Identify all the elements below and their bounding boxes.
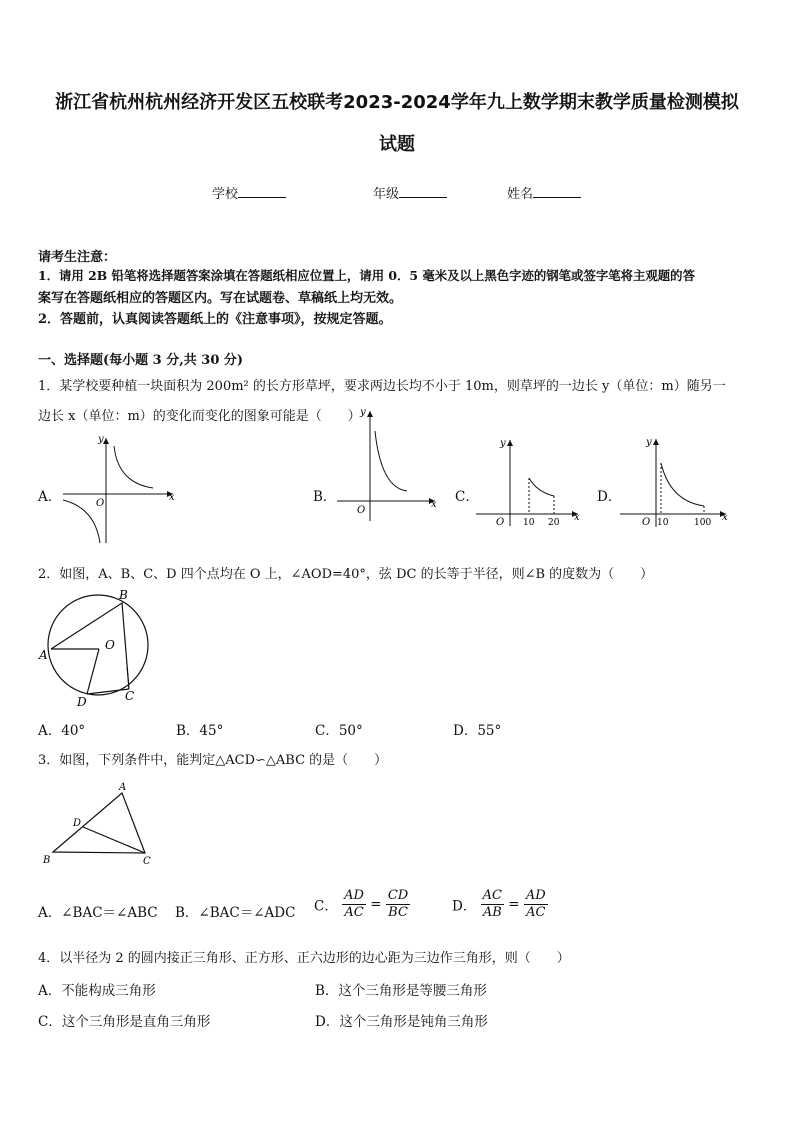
- q2-point-d: D: [77, 695, 87, 709]
- q4-option-c[interactable]: C．这个三角形是直角三角形: [38, 1014, 211, 1030]
- q2-figure: [35, 585, 155, 710]
- q3-point-b: B: [43, 855, 51, 866]
- name-field: [507, 183, 581, 202]
- q2-point-c: C: [125, 689, 135, 703]
- q3-figure: [36, 776, 161, 868]
- graph-c-tick-2: 20: [548, 518, 560, 528]
- school-label: 学校: [212, 187, 239, 202]
- q3-text: 3．如图，下列条件中，能判定△ACD∽△ABC 的是（ ）: [38, 753, 388, 768]
- q2-option-b[interactable]: B．45°: [176, 723, 224, 739]
- school-blank[interactable]: [238, 185, 286, 198]
- q2-option-a[interactable]: A．40°: [38, 723, 86, 739]
- q3-point-c: C: [143, 856, 151, 867]
- q3-option-a[interactable]: A．∠BAC＝∠ABC: [38, 905, 158, 921]
- q3-point-a: A: [119, 782, 127, 793]
- graph-a-origin: O: [96, 498, 105, 509]
- q1-line2: 边长 x（单位：m）的变化而变化的图象可能是（ ）: [38, 409, 361, 424]
- q1-line1: 1．某学校要种植一块面积为 200m² 的长方形草坪，要求两边长均不小于 10m，则草坪的一边长 y（单位：m）随另一: [38, 379, 726, 394]
- q2-option-d[interactable]: D．55°: [453, 723, 502, 739]
- section-heading: 一、选择题(每小题 3 分,共 30 分): [38, 353, 244, 368]
- name-blank[interactable]: [533, 185, 581, 198]
- q1-graph-c: [476, 434, 586, 530]
- q4-option-d[interactable]: D．这个三角形是钝角三角形: [315, 1014, 488, 1030]
- q4-option-a[interactable]: A．不能构成三角形: [38, 983, 156, 999]
- name-label: 姓名: [507, 187, 534, 202]
- q2-option-c[interactable]: C．50°: [315, 723, 363, 739]
- notice-item2: 2．答题前，认真阅读答题纸上的《注意事项》，按规定答题。: [38, 312, 392, 327]
- q1-option-c[interactable]: C．: [455, 489, 479, 505]
- q3-option-c-label: C．: [314, 898, 338, 915]
- grade-field: [373, 183, 447, 202]
- q2-point-o: O: [105, 638, 115, 652]
- graph-b-x-label: x: [431, 499, 437, 510]
- q2-point-a: A: [39, 648, 48, 662]
- q3-option-c-frac1: $\frac{AD}{AC}$: [344, 888, 364, 920]
- q3-option-d-frac2: $\frac{AD}{AC}$: [525, 888, 546, 920]
- q1-graph-a: [58, 428, 183, 548]
- graph-d-y-label: y: [646, 437, 652, 448]
- page-title-line2: 试题: [379, 134, 415, 155]
- q1-graph-d: [620, 431, 735, 531]
- q3-option-c[interactable]: C． $\frac{AD}{AC}$ = $\frac{CD}{BC}$: [314, 888, 409, 920]
- q2-point-b: B: [119, 588, 128, 602]
- grade-label: 年级: [373, 187, 400, 202]
- graph-d-tick-2: 100: [694, 518, 712, 528]
- graph-c-origin: O: [496, 517, 505, 528]
- graph-b-y-label: y: [360, 407, 366, 418]
- graph-d-x-label: x: [722, 512, 728, 523]
- q1-option-b[interactable]: B．: [313, 489, 337, 505]
- q3-point-d: D: [73, 818, 82, 829]
- notice-heading: 请考生注意：: [38, 250, 117, 265]
- q4-option-b[interactable]: B．这个三角形是等腰三角形: [315, 983, 487, 999]
- q3-option-d-label: D．: [452, 898, 477, 915]
- page-title-line1: 浙江省杭州杭州经济开发区五校联考2023-2024学年九上数学期末教学质量检测模拟: [55, 92, 739, 113]
- graph-c-tick-1: 10: [523, 518, 535, 528]
- graph-a-x-label: x: [169, 492, 175, 503]
- q4-text: 4．以半径为 2 的圆内接正三角形、正方形、正六边形的边心距为三边作三角形，则（ ）: [38, 951, 570, 966]
- graph-d-tick-1: 10: [657, 518, 669, 528]
- graph-b-origin: O: [357, 505, 366, 516]
- graph-c-y-label: y: [500, 438, 506, 449]
- q3-option-b[interactable]: B．∠BAC＝∠ADC: [175, 905, 296, 921]
- grade-blank[interactable]: [399, 185, 447, 198]
- q3-option-d-frac1: $\frac{AC}{AB}$: [482, 888, 502, 920]
- q1-graph-b: [335, 403, 445, 523]
- q3-option-c-frac2: $\frac{CD}{BC}$: [387, 888, 409, 920]
- q1-option-a[interactable]: A．: [38, 489, 62, 505]
- school-field: [212, 183, 286, 202]
- notice-item1-line1: 1．请用 2B 铅笔将选择题答案涂填在答题纸相应位置上，请用 0．5 毫米及以上黑色字迹的钢笔或签字笔将主观题的答: [38, 268, 695, 283]
- notice-item1-line2: 案写在答题纸相应的答题区内。写在试题卷、草稿纸上均无效。: [38, 291, 403, 306]
- q3-option-d[interactable]: D． $\frac{AC}{AB}$ = $\frac{AD}{AC}$: [452, 888, 546, 920]
- q1-option-d[interactable]: D．: [597, 489, 622, 505]
- q2-text: 2．如图，A、B、C、D 四个点均在 O 上，∠AOD=40°，弦 DC 的长等于半径，则∠B 的度数为（ ）: [38, 567, 654, 582]
- graph-a-y-label: y: [98, 434, 104, 445]
- graph-d-origin: O: [642, 517, 651, 528]
- graph-c-x-label: x: [574, 512, 580, 523]
